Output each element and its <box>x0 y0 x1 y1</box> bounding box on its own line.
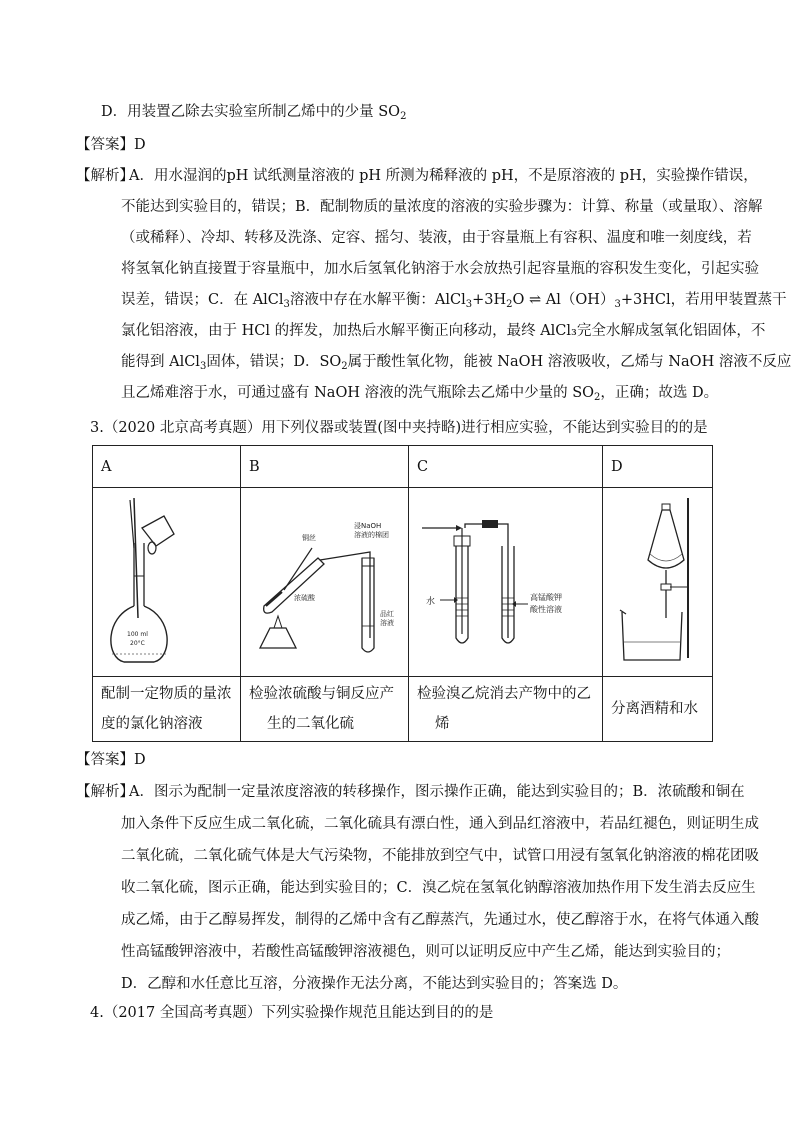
q2-analysis-line-1: A．用水湿润的pH 试纸测量溶液的 pH 所测为稀释液的 pH，不是原溶液的 pH，实验操作错误， <box>129 168 758 184</box>
caption-d: 分离酒精和水 <box>603 677 713 742</box>
header-a: A <box>93 446 241 488</box>
caption-a: 配制一定物质的量浓 度的氯化钠溶液 <box>93 677 241 742</box>
q3-analysis-line-6: 性高锰酸钾溶液中，若酸性高锰酸钾溶液褪色，则可以证明反应中产生乙烯，能达到实验目的； <box>121 944 730 960</box>
q3-options-table <box>92 445 713 742</box>
q2-analysis-line-4: 将氢氧化钠直接置于容量瓶中，加水后氢氧化钠溶于水会放热引起容量瓶的容积发生变化，引起实验 <box>121 261 759 277</box>
apparatus-b <box>241 488 409 677</box>
q3-title: 3.（2020 北京高考真题）用下列仪器或装置(图中夹持略)进行相应实验，不能达到实验目的的是 <box>90 420 708 436</box>
flask-label-volume: 100 ml <box>126 631 148 638</box>
label-kmno4-1: 高锰酸钾 <box>529 593 562 602</box>
q3-analysis-line-4: 收二氧化硫，图示正确，能达到实验目的；C．溴乙烷在氢氧化钠醇溶液加热作用下发生消去反应生 <box>121 880 756 896</box>
q2-analysis-line-6: 氯化铝溶液，由于 HCl 的挥发，加热后水解平衡正向移动，最终 AlCl₃完全水解成氢氧化铝固体，不 <box>121 323 766 339</box>
apparatus-a <box>93 488 241 677</box>
header-c: C <box>409 446 603 488</box>
q2-analysis-line-7: 能得到 AlCl$_3$固体，错误；D．$SO_2$属于酸性氧化物，能被 NaOH 溶液吸收，乙烯与 NaOH 溶液不反应 <box>121 354 792 372</box>
q3-analysis-line-2: 加入条件下反应生成二氧化硫，二氧化硫具有漂白性，通入到品红溶液中，若品红褪色，则证明生成 <box>121 816 759 832</box>
label-pinkred-1: 品红 <box>379 610 394 618</box>
flask-label-temp: 20°C <box>129 640 145 647</box>
q3-analysis-line-7: D．乙醇和水任意比互溶，分液操作无法分离，不能达到实验目的；答案选 D。 <box>121 976 628 992</box>
q3-analysis-line-1: A．图示为配制一定量浓度溶液的转移操作，图示操作正确，能达到实验目的；B．浓硫酸和铜在 <box>129 784 745 800</box>
q2-analysis-line-8: 且乙烯难溶于水，可通过盛有 NaOH 溶液的洗气瓶除去乙烯中少量的 $SO_2$，正确；故选 D。 <box>121 385 719 403</box>
q3-answer: 【答案】D <box>76 752 146 768</box>
volumetric-flask-figure <box>94 488 240 672</box>
q3-analysis-line-3: 二氧化硫，二氧化硫气体是大气污染物，不能排放到空气中，试管口用浸有氢氧化钠溶液的棉花团吸 <box>121 848 759 864</box>
label-copper-wire: 铜丝 <box>301 534 316 542</box>
label-pinkred-2: 溶液 <box>379 619 394 627</box>
apparatus-c <box>409 488 603 677</box>
apparatus-d <box>603 488 713 677</box>
header-d: D <box>603 446 713 488</box>
q4-title: 4.（2017 全国高考真题）下列实验操作规范且能达到目的的是 <box>90 1005 494 1021</box>
label-conc-acid: 浓硫酸 <box>293 594 315 602</box>
q2-analysis-line-3: （或稀释）、冷却、转移及洗涤、定容、摇匀、装液，由于容量瓶上有容积、温度和唯一刻度线，若 <box>121 230 752 246</box>
label-water: 水 <box>425 597 435 607</box>
ethylene-test-figure <box>410 488 602 672</box>
q3-analysis-tag: 【解析】 <box>76 784 134 800</box>
label-naoh-cotton-2: 溶液的棉团 <box>353 531 389 539</box>
q2-analysis-tag: 【解析】 <box>76 168 134 184</box>
label-naoh-cotton-1: 浸NaOH <box>353 522 381 530</box>
separatory-funnel-figure <box>604 488 712 672</box>
copper-sulfuric-acid-figure <box>242 488 408 672</box>
label-kmno4-2: 酸性溶液 <box>529 605 562 614</box>
header-b: B <box>241 446 409 488</box>
q2-answer: 【答案】D <box>76 137 146 153</box>
caption-c: 检验溴乙烷消去产物中的乙 烯 <box>409 677 603 742</box>
q2-analysis-line-5: 误差，错误；C．在 AlCl$_3$溶液中存在水解平衡：$AlCl_3+3H_2O$ ⇌ $Al(OH)_3+3HCl$，若用甲装置蒸干 <box>121 292 787 310</box>
caption-b: 检验浓硫酸与铜反应产 生的二氧化硫 <box>241 677 409 742</box>
q2-analysis-line-2: 不能达到实验目的，错误；B．配制物质的量浓度的溶液的实验步骤为：计算、称量（或量取）、溶解 <box>121 199 763 215</box>
q3-analysis-line-5: 成乙烯，由于乙醇易挥发，制得的乙烯中含有乙醇蒸汽，先通过水，使乙醇溶于水，在将气体通入酸 <box>121 912 759 928</box>
q2-option-d: D．用装置乙除去实验室所制乙烯中的少量 $SO_2$ <box>101 104 407 122</box>
